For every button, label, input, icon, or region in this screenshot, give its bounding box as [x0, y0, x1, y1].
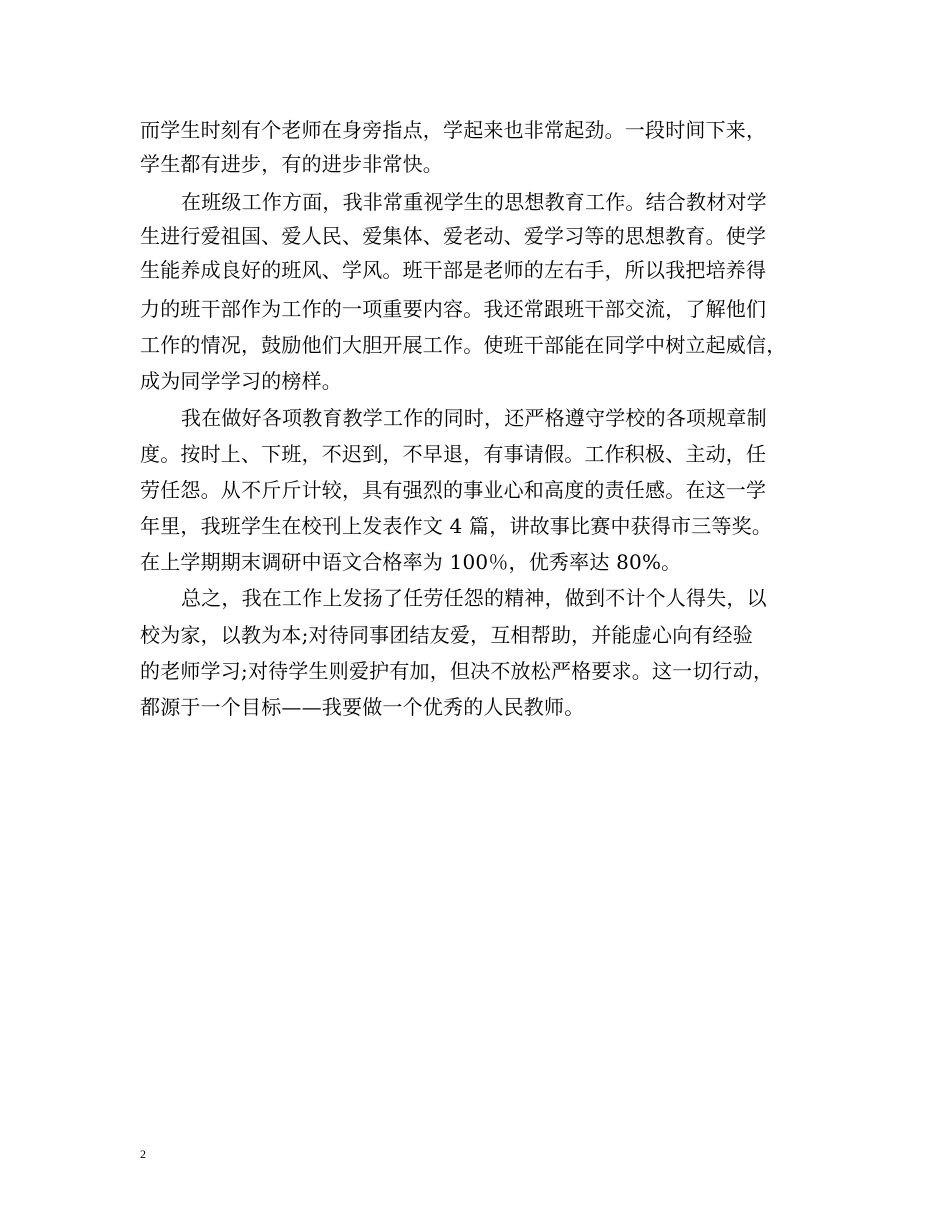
text-line: 生进行爱祖国、爱人民、爱集体、爱老动、爱学习等的思想教育。使学: [140, 224, 767, 248]
text-line: 成为同学学习的榜样。: [140, 369, 342, 393]
text-line: 工作的情况，鼓励他们大胆开展工作。使班干部能在同学中树立起威信，: [140, 333, 787, 357]
text-line: 生能养成良好的班风、学风。班干部是老师的左右手，所以我把培养得: [140, 258, 767, 282]
text-line: 力的班干部作为工作的一项重要内容。我还常跟班干部交流，了解他们: [140, 297, 767, 321]
text-line: 都源于一个目标——我要做一个优秀的人民教师。: [140, 695, 585, 719]
text-line: 在上学期期末调研中语文合格率为 100％，优秀率达 80%。: [140, 550, 682, 574]
text-line: 的老师学习;对待学生则爱护有加，但决不放松严格要求。这一切行动，: [140, 659, 774, 683]
text-line: 校为家，以教为本;对待同事团结友爱，互相帮助，并能虚心向有经验: [140, 623, 753, 647]
text-line: 而学生时刻有个老师在身旁指点，学起来也非常起劲。一段时间下来，: [140, 118, 767, 142]
text-line: 年里，我班学生在校刊上发表作文 4 篇，讲故事比赛中获得市三等奖。: [140, 514, 773, 538]
text-line: 总之，我在工作上发扬了任劳任怨的精神，做到不计个人得失，以: [181, 586, 767, 610]
text-line: 在班级工作方面，我非常重视学生的思想教育工作。结合教材对学: [181, 190, 767, 214]
page-number: 2: [140, 1147, 146, 1161]
text-line: 劳任怨。从不斤斤计较，具有强烈的事业心和高度的责任感。在这一学: [140, 478, 767, 502]
text-line: 度。按时上、下班，不迟到，不早退，有事请假。工作积极、主动，任: [140, 442, 767, 466]
text-line: 我在做好各项教育教学工作的同时，还严格遵守学校的各项规章制: [181, 406, 767, 430]
text-line: 学生都有进步，有的进步非常快。: [140, 152, 443, 176]
